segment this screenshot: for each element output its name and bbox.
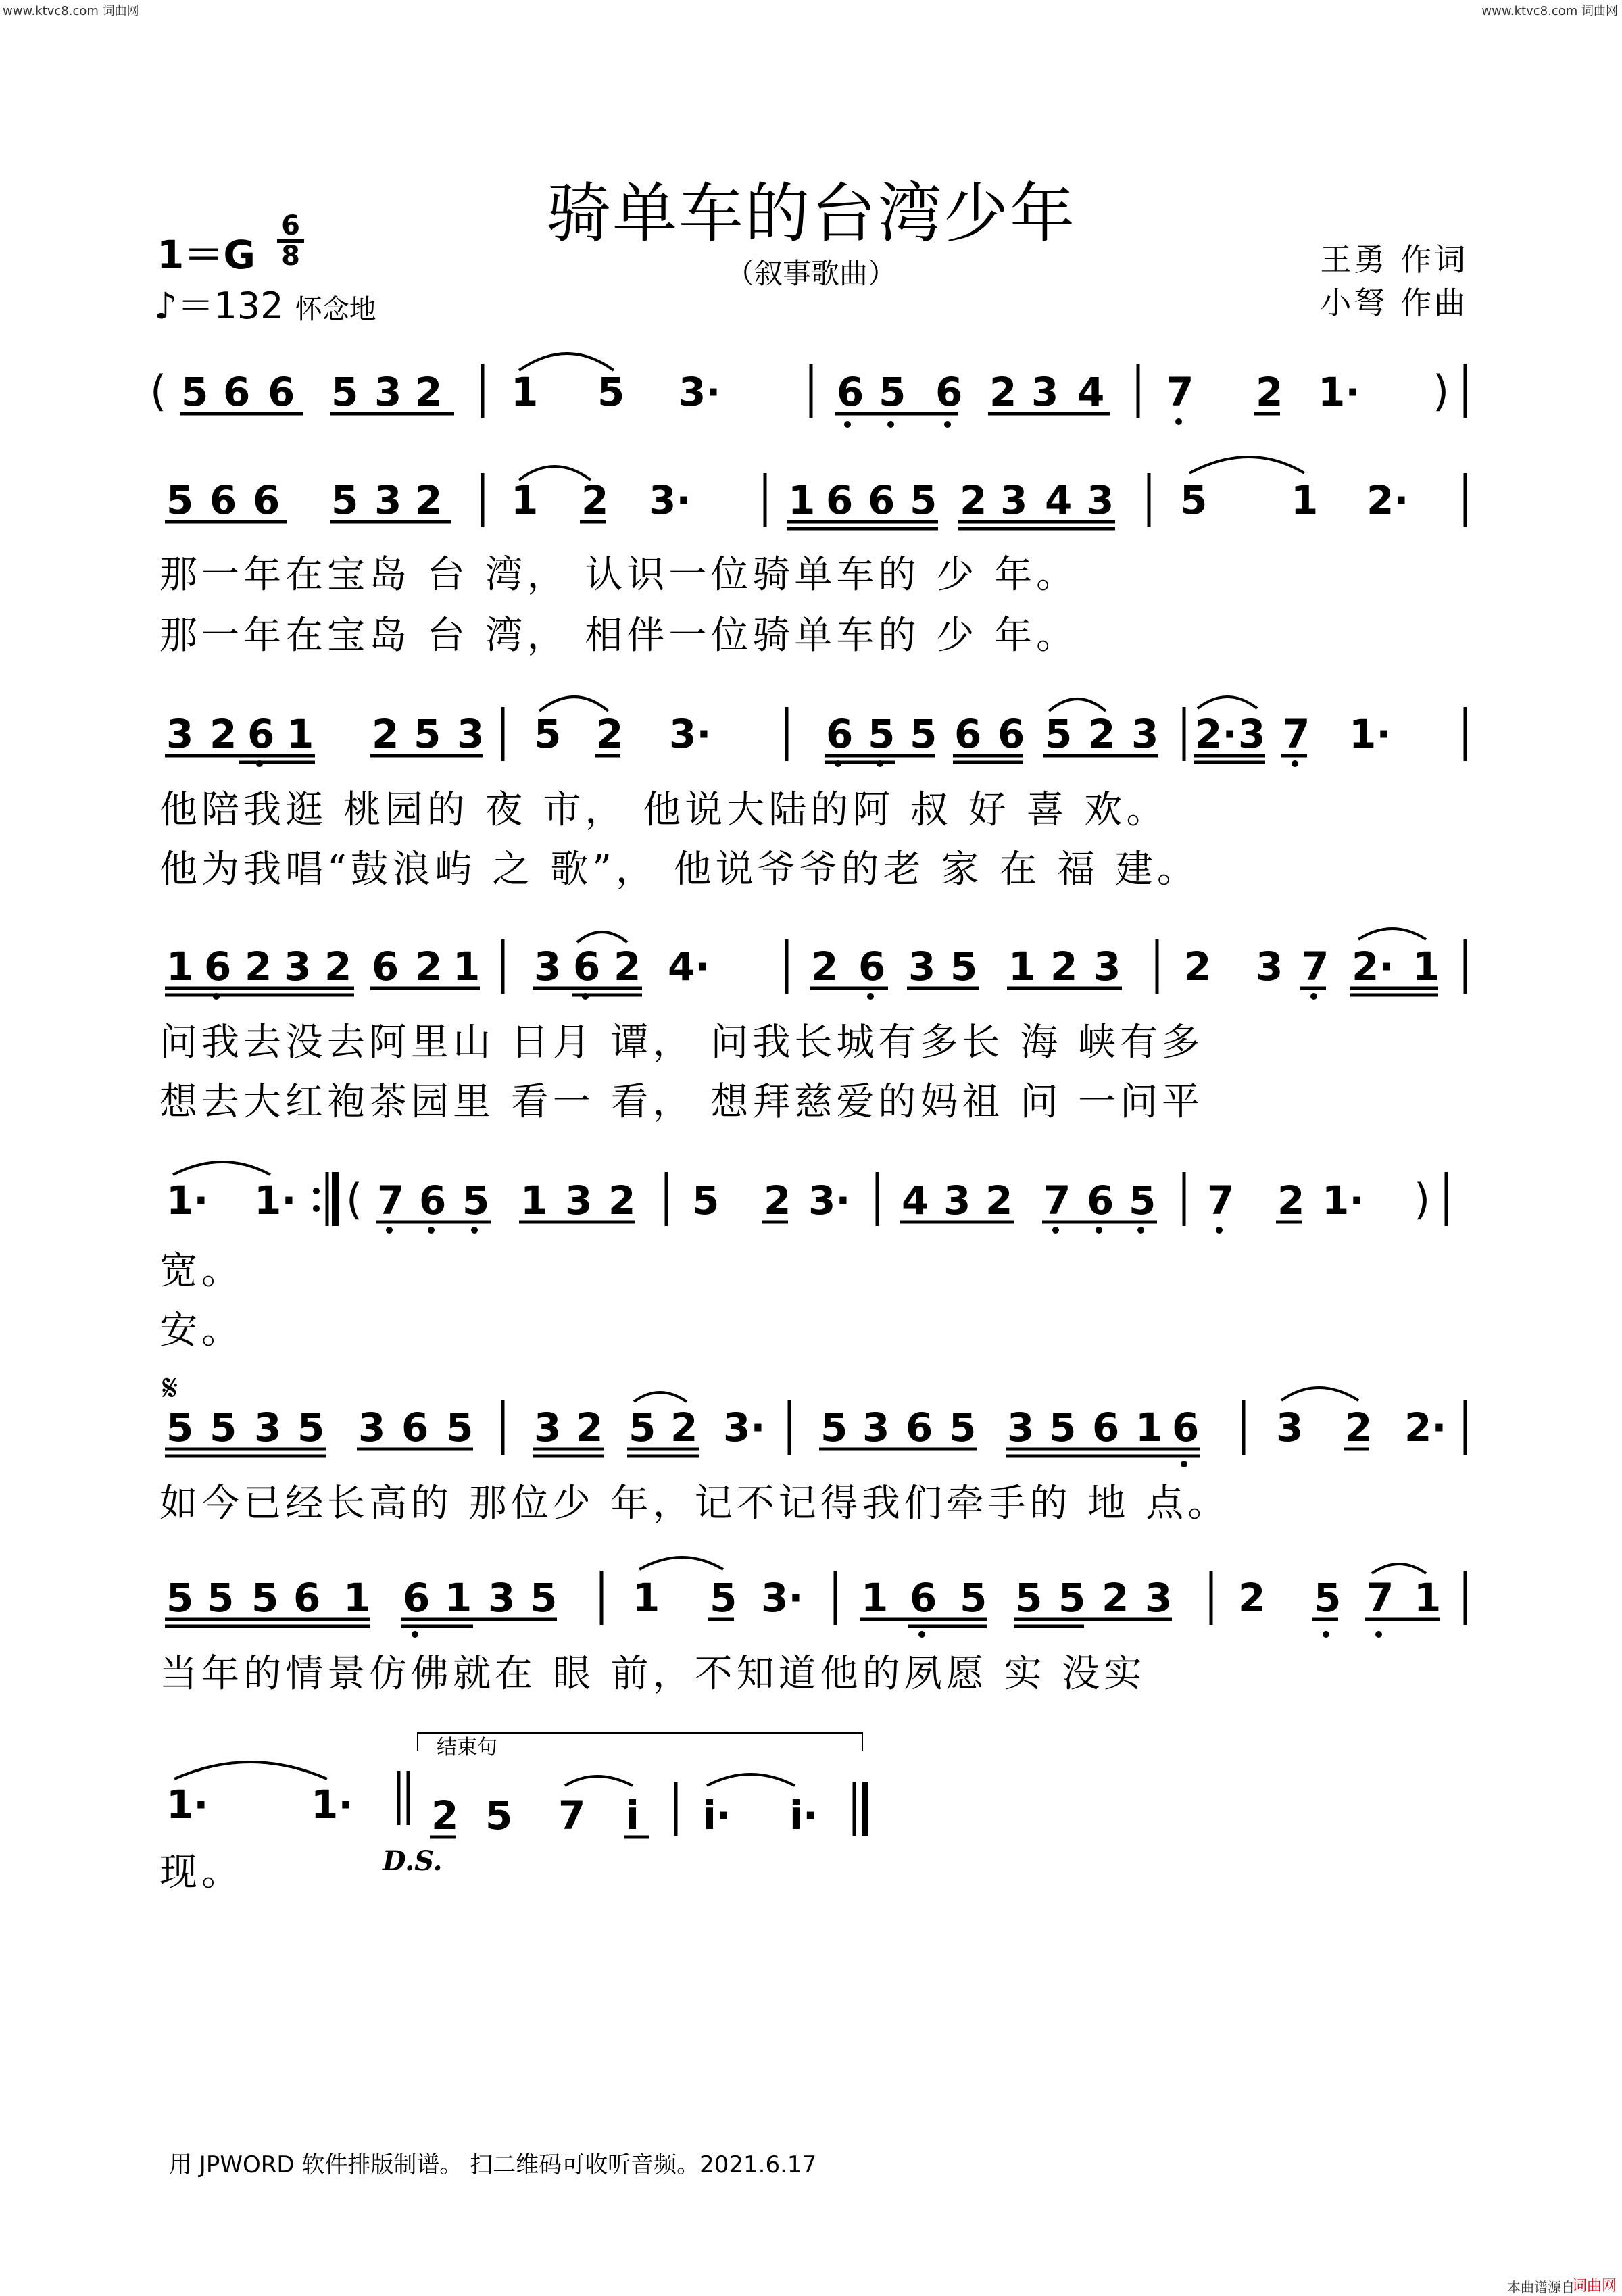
svg-text:2: 2	[324, 944, 352, 990]
svg-text:5: 5	[207, 1575, 235, 1621]
svg-text:2: 2	[614, 944, 641, 990]
system-6	[162, 1367, 1465, 1467]
svg-text:2: 2	[415, 477, 443, 523]
svg-text:2: 2	[576, 1405, 604, 1450]
svg-text:2: 2	[1050, 944, 1078, 990]
svg-text:6: 6	[573, 944, 601, 990]
time-sig-top: 6	[281, 210, 300, 241]
svg-text:5: 5	[166, 1575, 194, 1621]
svg-text:3: 3	[1000, 477, 1028, 523]
system-7	[165, 1557, 1465, 1638]
svg-text:3: 3	[1031, 369, 1059, 415]
svg-text:4: 4	[1077, 369, 1105, 415]
svg-text:5: 5	[166, 1405, 194, 1450]
svg-text:3: 3	[1087, 477, 1114, 523]
system-1	[150, 353, 1465, 428]
composer-credit: 小弩 作曲	[1320, 285, 1468, 321]
svg-text:1: 1	[453, 944, 481, 990]
lyrics-system-6: 如今已经长高的 那位少 年，记不记得我们牵手的 地 点。	[159, 1482, 1230, 1525]
svg-text:5: 5	[1015, 1575, 1043, 1621]
svg-text:3: 3	[862, 1405, 890, 1450]
svg-text:6: 6	[1092, 1405, 1120, 1450]
svg-text:5: 5	[597, 369, 625, 415]
segno-icon: 𝄋	[162, 1367, 178, 1409]
svg-text:3: 3	[565, 1177, 593, 1223]
svg-text:6: 6	[1172, 1405, 1200, 1450]
svg-text:3: 3	[908, 944, 936, 990]
svg-text:6: 6	[401, 1405, 429, 1450]
svg-text:3: 3	[534, 1405, 562, 1450]
lyrics-system-8: 现。	[159, 1851, 243, 1895]
svg-text:5: 5	[910, 711, 937, 757]
svg-text:3: 3	[374, 477, 402, 523]
svg-text:2: 2	[989, 369, 1017, 415]
svg-text:2·: 2·	[1352, 944, 1394, 990]
svg-text:3: 3	[1131, 711, 1159, 757]
svg-text:5: 5	[414, 711, 441, 757]
lyrics-system-5-verse-1: 宽。	[159, 1249, 243, 1293]
svg-text:3: 3	[534, 944, 562, 990]
svg-text:4·: 4·	[668, 944, 710, 990]
svg-text:i: i	[626, 1792, 639, 1838]
svg-text:3·: 3·	[649, 477, 691, 523]
svg-text:3: 3	[374, 369, 402, 415]
svg-text:2: 2	[811, 944, 839, 990]
svg-text:3: 3	[1007, 1405, 1035, 1450]
svg-text:5: 5	[331, 369, 359, 415]
svg-text:4: 4	[1045, 477, 1073, 523]
svg-text:1·: 1·	[311, 1782, 353, 1828]
system-2	[165, 457, 1465, 529]
svg-text:6: 6	[906, 1405, 933, 1450]
svg-text:5: 5	[868, 711, 895, 757]
watermark-bottom-right: 本曲谱源自	[1507, 2279, 1575, 2295]
svg-text:(: (	[150, 366, 167, 416]
svg-text:1: 1	[1008, 944, 1036, 990]
svg-text:2: 2	[1102, 1575, 1129, 1621]
svg-text:7: 7	[1367, 1575, 1394, 1621]
svg-text:5: 5	[462, 1177, 490, 1223]
system-4	[165, 929, 1465, 1000]
svg-text:2: 2	[985, 1177, 1013, 1223]
svg-text:5: 5	[949, 1405, 977, 1450]
svg-text:5: 5	[692, 1177, 720, 1223]
svg-text:6: 6	[247, 711, 275, 757]
svg-text:3: 3	[284, 944, 312, 990]
svg-text:2·: 2·	[1404, 1405, 1447, 1450]
svg-text:5: 5	[1129, 1177, 1156, 1223]
svg-text:5: 5	[710, 1575, 737, 1621]
watermark-bottom-right-brand: 词曲网	[1571, 2278, 1617, 2295]
footer-note: 用 JPWORD 软件排版制谱。 扫二维码可收听音频。2021.6.17	[169, 2151, 817, 2178]
svg-text:1: 1	[166, 944, 194, 990]
svg-text:5: 5	[1180, 477, 1208, 523]
svg-text:1·: 1·	[1318, 369, 1360, 415]
svg-text:2: 2	[608, 1177, 636, 1223]
svg-text:5: 5	[629, 1405, 656, 1450]
svg-text:5: 5	[1058, 1575, 1086, 1621]
lyrics-system-4-verse-2: 想去大红袍茶园里 看一 看， 想拜慈爱的妈祖 问 一问平	[159, 1080, 1204, 1124]
svg-text:7: 7	[1302, 944, 1329, 990]
svg-text:2: 2	[960, 477, 987, 523]
svg-text:6: 6	[826, 711, 854, 757]
svg-text:5: 5	[1045, 711, 1073, 757]
svg-text:5: 5	[446, 1405, 474, 1450]
svg-text:5: 5	[251, 1575, 279, 1621]
svg-text:): )	[1414, 1175, 1431, 1224]
tempo-mood: 怀念地	[295, 294, 376, 325]
svg-text:5: 5	[297, 1405, 325, 1450]
svg-text:5: 5	[331, 477, 359, 523]
svg-text:i·: i·	[703, 1792, 731, 1838]
svg-text:6: 6	[403, 1575, 431, 1621]
svg-text:6: 6	[858, 944, 886, 990]
svg-text:2: 2	[1256, 369, 1283, 415]
svg-text:5: 5	[960, 1575, 987, 1621]
svg-text:1: 1	[861, 1575, 889, 1621]
system-3	[165, 697, 1465, 767]
svg-text:6: 6	[210, 477, 237, 523]
svg-text:5: 5	[820, 1405, 848, 1450]
key-signature: 1＝G	[157, 232, 255, 278]
svg-text:2: 2	[581, 477, 609, 523]
svg-text:7: 7	[377, 1177, 405, 1223]
system-5	[166, 1162, 1446, 1234]
svg-text:3: 3	[1276, 1405, 1304, 1450]
svg-text:5: 5	[1049, 1405, 1077, 1450]
svg-text:7: 7	[1166, 369, 1194, 415]
svg-text:1: 1	[633, 1575, 660, 1621]
svg-text:5: 5	[166, 477, 194, 523]
watermark-top-right: www.ktvc8.com 词曲网	[1481, 4, 1618, 18]
svg-text:6: 6	[372, 944, 399, 990]
svg-text:6: 6	[910, 1575, 937, 1621]
svg-text:6: 6	[268, 369, 295, 415]
svg-text:1·: 1·	[166, 1782, 209, 1828]
system-8	[166, 1733, 865, 1838]
lyrics-system-3-verse-1: 他陪我逛 桃园的 夜 市， 他说大陆的阿 叔 好 喜 欢。	[159, 788, 1169, 832]
svg-text:2·: 2·	[1195, 711, 1237, 757]
svg-text:6: 6	[954, 711, 982, 757]
svg-text:i·: i·	[789, 1792, 818, 1838]
svg-text:2: 2	[210, 711, 237, 757]
ending-label: 结束句	[437, 1736, 497, 1759]
svg-text:2: 2	[431, 1792, 459, 1838]
svg-text:3: 3	[1256, 944, 1283, 990]
svg-text:3·: 3·	[723, 1405, 766, 1450]
svg-text:1: 1	[1414, 1575, 1442, 1621]
svg-text:7: 7	[558, 1792, 586, 1838]
svg-text:2: 2	[245, 944, 272, 990]
time-sig-bottom: 8	[281, 241, 300, 272]
lyrics-system-3-verse-2: 他为我唱“鼓浪屿 之 歌”， 他说爷爷的老 家 在 福 建。	[159, 848, 1199, 891]
svg-text:2: 2	[415, 944, 443, 990]
svg-text:1: 1	[287, 711, 314, 757]
lyrics-system-7: 当年的情景仿佛就在 眼 前，不知道他的夙愿 实 没实	[159, 1652, 1146, 1696]
svg-text:7: 7	[1043, 1177, 1071, 1223]
svg-text:6: 6	[837, 369, 864, 415]
svg-text:6: 6	[868, 477, 895, 523]
svg-text:1: 1	[343, 1575, 371, 1621]
svg-text:6: 6	[204, 944, 232, 990]
svg-text:1: 1	[1291, 477, 1319, 523]
svg-text:1: 1	[445, 1575, 472, 1621]
svg-text:5: 5	[181, 369, 209, 415]
svg-text:1: 1	[511, 369, 539, 415]
svg-text:5: 5	[950, 944, 978, 990]
svg-text:5: 5	[1314, 1575, 1342, 1621]
watermark-top-left: www.ktvc8.com 词曲网	[3, 4, 139, 18]
svg-text:(: (	[346, 1175, 363, 1224]
svg-text:2: 2	[1277, 1177, 1305, 1223]
ds-marking: D.S.	[383, 1845, 443, 1877]
svg-text:1: 1	[788, 477, 816, 523]
svg-text:1·: 1·	[1349, 711, 1392, 757]
svg-text:): )	[1433, 366, 1450, 416]
svg-text:6: 6	[223, 369, 251, 415]
svg-text:6: 6	[253, 477, 280, 523]
svg-text:3: 3	[1093, 944, 1121, 990]
svg-text:2: 2	[1345, 1405, 1373, 1450]
song-subtitle: （叙事歌曲）	[725, 257, 896, 290]
lyrics-system-4-verse-1: 问我去没去阿里山 日月 谭， 问我长城有多长 海 峡有多	[159, 1021, 1204, 1065]
svg-text:3: 3	[254, 1405, 282, 1450]
lyrics-system-5-verse-2: 安。	[159, 1309, 243, 1352]
svg-text:3: 3	[166, 711, 194, 757]
svg-text:3·: 3·	[669, 711, 712, 757]
svg-text:7: 7	[1283, 711, 1310, 757]
svg-text:1·: 1·	[1322, 1177, 1365, 1223]
svg-text:5: 5	[910, 477, 937, 523]
svg-text:3: 3	[1145, 1575, 1173, 1621]
svg-text:2: 2	[1238, 1575, 1266, 1621]
svg-text:2: 2	[415, 369, 443, 415]
svg-text:3: 3	[1238, 711, 1266, 757]
svg-text:5: 5	[879, 369, 906, 415]
svg-text:3: 3	[358, 1405, 386, 1450]
svg-text:2: 2	[670, 1405, 698, 1450]
svg-text:1: 1	[520, 1177, 548, 1223]
svg-text:2: 2	[1184, 944, 1212, 990]
svg-text:6: 6	[1087, 1177, 1114, 1223]
svg-text:6: 6	[826, 477, 854, 523]
svg-text:5: 5	[530, 1575, 558, 1621]
svg-text:2: 2	[372, 711, 399, 757]
svg-text:7: 7	[1207, 1177, 1235, 1223]
svg-text:3: 3	[943, 1177, 971, 1223]
svg-text:2·: 2·	[1367, 477, 1409, 523]
svg-text:6: 6	[419, 1177, 447, 1223]
svg-text:2: 2	[764, 1177, 791, 1223]
lyrics-system-2-verse-1: 那一年在宝岛 台 湾， 认识一位骑单车的 少 年。	[159, 553, 1079, 597]
svg-text:6: 6	[935, 369, 963, 415]
svg-text:3: 3	[488, 1575, 516, 1621]
svg-text:1·: 1·	[166, 1177, 209, 1223]
tempo-value: ＝132	[177, 285, 284, 327]
svg-text:5: 5	[210, 1405, 237, 1450]
svg-text:4: 4	[902, 1177, 929, 1223]
svg-text:2: 2	[596, 711, 624, 757]
svg-text:3: 3	[457, 711, 485, 757]
svg-text:3·: 3·	[808, 1177, 851, 1223]
svg-text:1·: 1·	[254, 1177, 297, 1223]
song-title: 骑单车的台湾少年	[546, 176, 1076, 251]
svg-text:1: 1	[511, 477, 539, 523]
lyricist-credit: 王勇 作词	[1320, 241, 1468, 278]
svg-text:1: 1	[1412, 944, 1440, 990]
svg-text:1: 1	[1135, 1405, 1163, 1450]
svg-text:6: 6	[293, 1575, 321, 1621]
svg-text:5: 5	[534, 711, 562, 757]
svg-text:6: 6	[998, 711, 1025, 757]
eighth-note-icon: ♪	[154, 285, 178, 327]
svg-text:2: 2	[1088, 711, 1116, 757]
svg-text:3·: 3·	[761, 1575, 804, 1621]
svg-text:3·: 3·	[679, 369, 721, 415]
lyrics-system-2-verse-2: 那一年在宝岛 台 湾， 相伴一位骑单车的 少 年。	[159, 614, 1079, 658]
svg-text:5: 5	[485, 1792, 513, 1838]
